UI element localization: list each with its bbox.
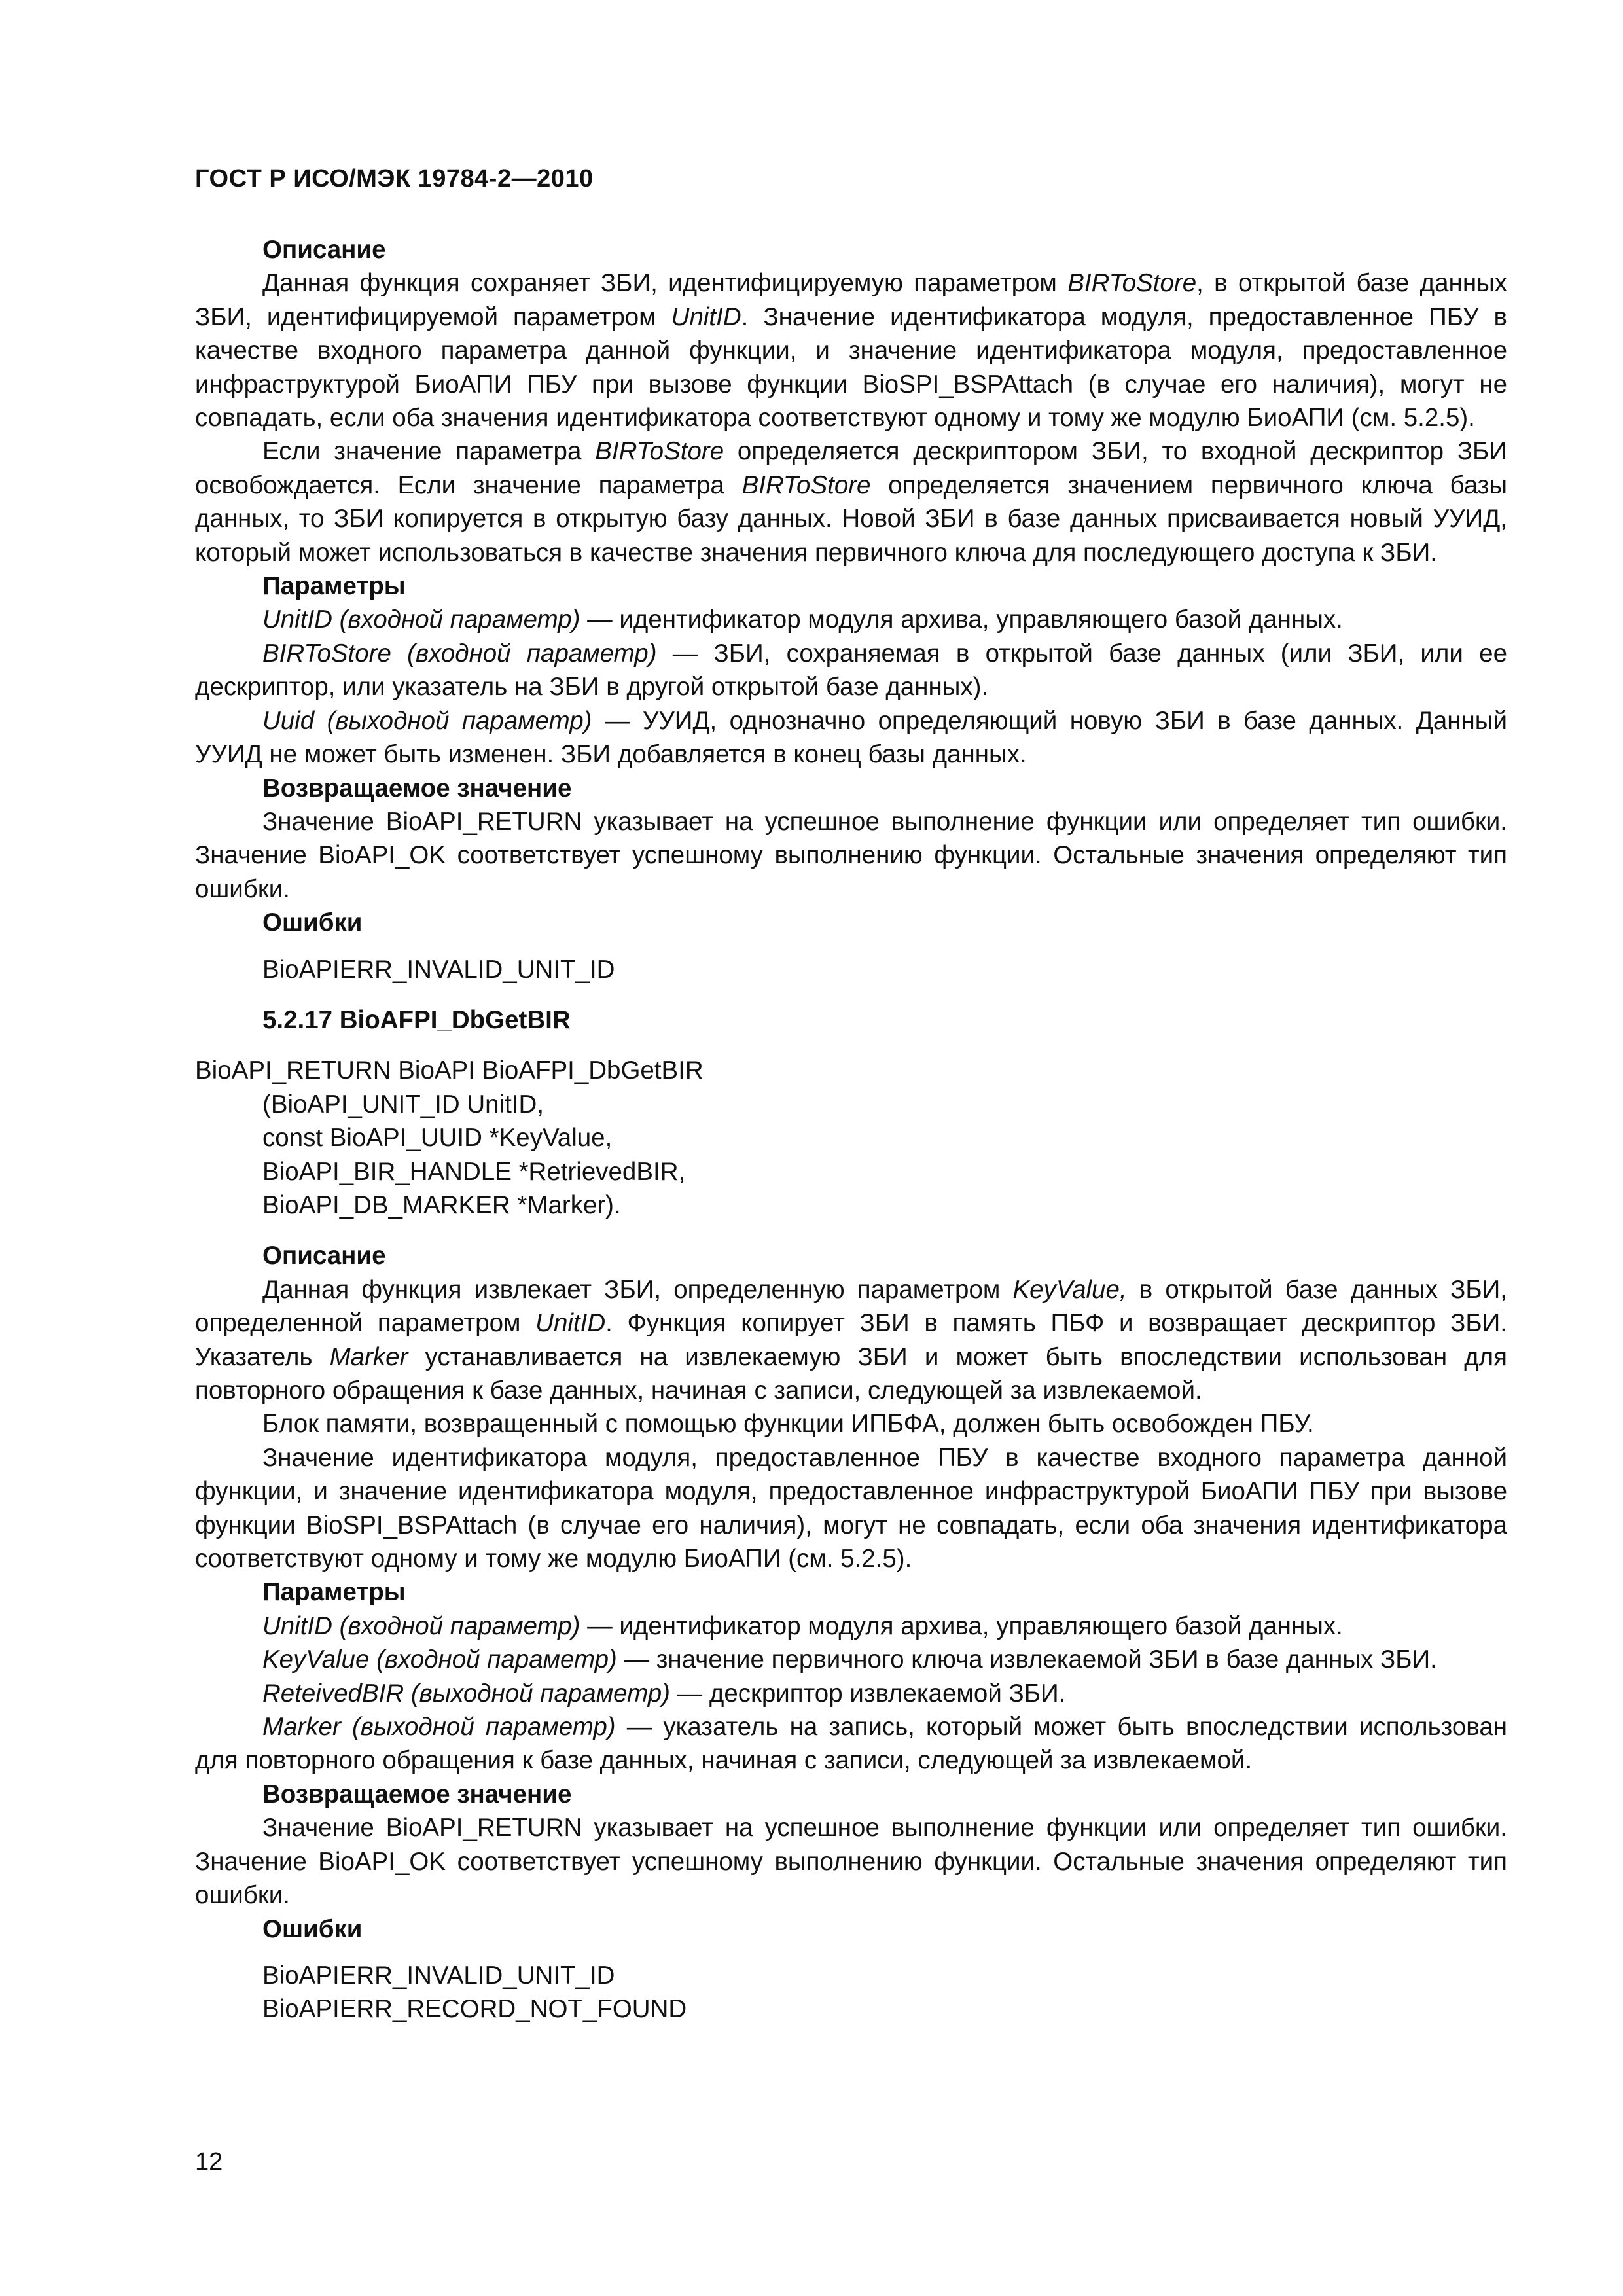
return-value-text: Значение BioAPI_RETURN указывает на успешное выполнение функции или определяет тип ошибки. Значение BioAPI_OK соответствует успешному выполнению функции. Остальные значения определяют тип ошибки. <box>195 1814 1507 1910</box>
signature-line: BioAPI_RETURN BioAPI BioAFPI_DbGetBIR <box>195 1056 704 1085</box>
section-heading: 5.2.17 BioAFPI_DbGetBIR <box>262 1005 571 1034</box>
error-code: BioAPIERR_RECORD_NOT_FOUND <box>262 1995 687 2024</box>
signature-line: BioAPI_DB_MARKER *Marker). <box>262 1191 621 1219</box>
description-paragraph: Данная функция извлекает ЗБИ, определенную параметром KeyValue, в открытой базе данных ЗБИ, определенной параметром UnitID. Функция копирует ЗБИ в память ПБФ и возвращает дескриптор ЗБИ. Указатель Marker устанавливается на извлекаемую ЗБИ и может быть впоследствии использован для повторного обращения к базе данных, начиная с записи, следующей за извлекаемой. <box>195 1275 1507 1405</box>
page-number: 12 <box>195 2148 223 2176</box>
parameter-item: UnitID (входной параметр) — идентификатор модуля архива, управляющего базой данных. <box>262 605 1343 634</box>
description-paragraph: Блок памяти, возвращенный с помощью функции ИПБФА, должен быть освобожден ПБУ. <box>262 1410 1314 1439</box>
description-heading: Описание <box>262 236 386 264</box>
return-value-heading: Возвращаемое значение <box>262 1780 572 1808</box>
function-signature <box>195 1054 1507 1222</box>
parameter-item: BIRToStore (входной параметр) — ЗБИ, сохраняемая в открытой базе данных (или ЗБИ, или ее дескриптор, или указатель на ЗБИ в другой открытой базе данных). <box>195 639 1507 702</box>
error-code: BioAPIERR_INVALID_UNIT_ID <box>262 1961 615 1990</box>
standard-header: ГОСТ Р ИСО/МЭК 19784-2—2010 <box>195 165 594 192</box>
parameter-item: ReteivedBIR (выходной параметр) — дескриптор извлекаемой ЗБИ. <box>262 1679 1066 1708</box>
parameter-item: Uuid (выходной параметр) — УУИД, однозначно определяющий новую ЗБИ в базе данных. Данный УУИД не может быть изменен. ЗБИ добавляется в конец базы данных. <box>195 706 1507 769</box>
parameter-item: Marker (выходной параметр) — указатель на запись, который может быть впоследствии использован для повторного обращения к базе данных, начиная с записи, следующей за извлекаемой. <box>195 1713 1507 1775</box>
errors-heading: Ошибки <box>262 1914 363 1943</box>
parameters-heading: Параметры <box>262 1578 406 1607</box>
return-value-text: Значение BioAPI_RETURN указывает на успешное выполнение функции или определяет тип ошибки. Значение BioAPI_OK соответствует успешному выполнению функции. Остальные значения определяют тип ошибки. <box>195 807 1507 903</box>
error-code: BioAPIERR_INVALID_UNIT_ID <box>262 955 615 984</box>
parameter-item: KeyValue (входной параметр) — значение первичного ключа извлекаемой ЗБИ в базе данных ЗБИ. <box>262 1645 1437 1674</box>
signature-line: BioAPI_BIR_HANDLE *RetrievedBIR, <box>262 1157 686 1186</box>
page-content <box>195 233 1507 2026</box>
description-paragraph: Если значение параметра BIRToStore определяется дескриптором ЗБИ, то входной дескриптор ЗБИ освобождается. Если значение параметра BIRToStore определяется значением первичного ключа базы данных, то ЗБИ копируется в открытую базу данных. Новой ЗБИ в базе данных присваивается новый УУИД, который может использоваться в качестве значения первичного ключа для последующего доступа к ЗБИ. <box>195 437 1507 567</box>
signature-line: (BioAPI_UNIT_ID UnitID, <box>262 1090 544 1119</box>
description-heading: Описание <box>262 1242 386 1270</box>
parameters-heading: Параметры <box>262 572 406 601</box>
description-paragraph: Данная функция сохраняет ЗБИ, идентифицируемую параметром BIRToStore, в открытой базе данных ЗБИ, идентифицируемой параметром UnitID. Значение идентификатора модуля, предоставленное ПБУ в качестве входного параметра данной функции, и значение идентификатора модуля, предоставленное инфраструктурой БиоАПИ ПБУ при вызове функции BioSPI_BSPAttach (в случае его наличия), могут не совпадать, если оба значения идентификатора соответствуют одному и тому же модулю БиоАПИ (см. 5.2.5). <box>195 269 1507 433</box>
signature-line: const BioAPI_UUID *KeyValue, <box>262 1124 613 1153</box>
description-paragraph: Значение идентификатора модуля, предоставленное ПБУ в качестве входного параметра данной функции, и значение идентификатора модуля, предоставленное инфраструктурой БиоАПИ ПБУ при вызове функции BioSPI_BSPAttach (в случае его наличия), могут не совпадать, если оба значения идентификатора соответствуют одному и тому же модулю БиоАПИ (см. 5.2.5). <box>195 1443 1507 1573</box>
return-value-heading: Возвращаемое значение <box>262 774 572 802</box>
parameter-item: UnitID (входной параметр) — идентификатор модуля архива, управляющего базой данных. <box>262 1611 1343 1640</box>
errors-heading: Ошибки <box>262 908 363 937</box>
